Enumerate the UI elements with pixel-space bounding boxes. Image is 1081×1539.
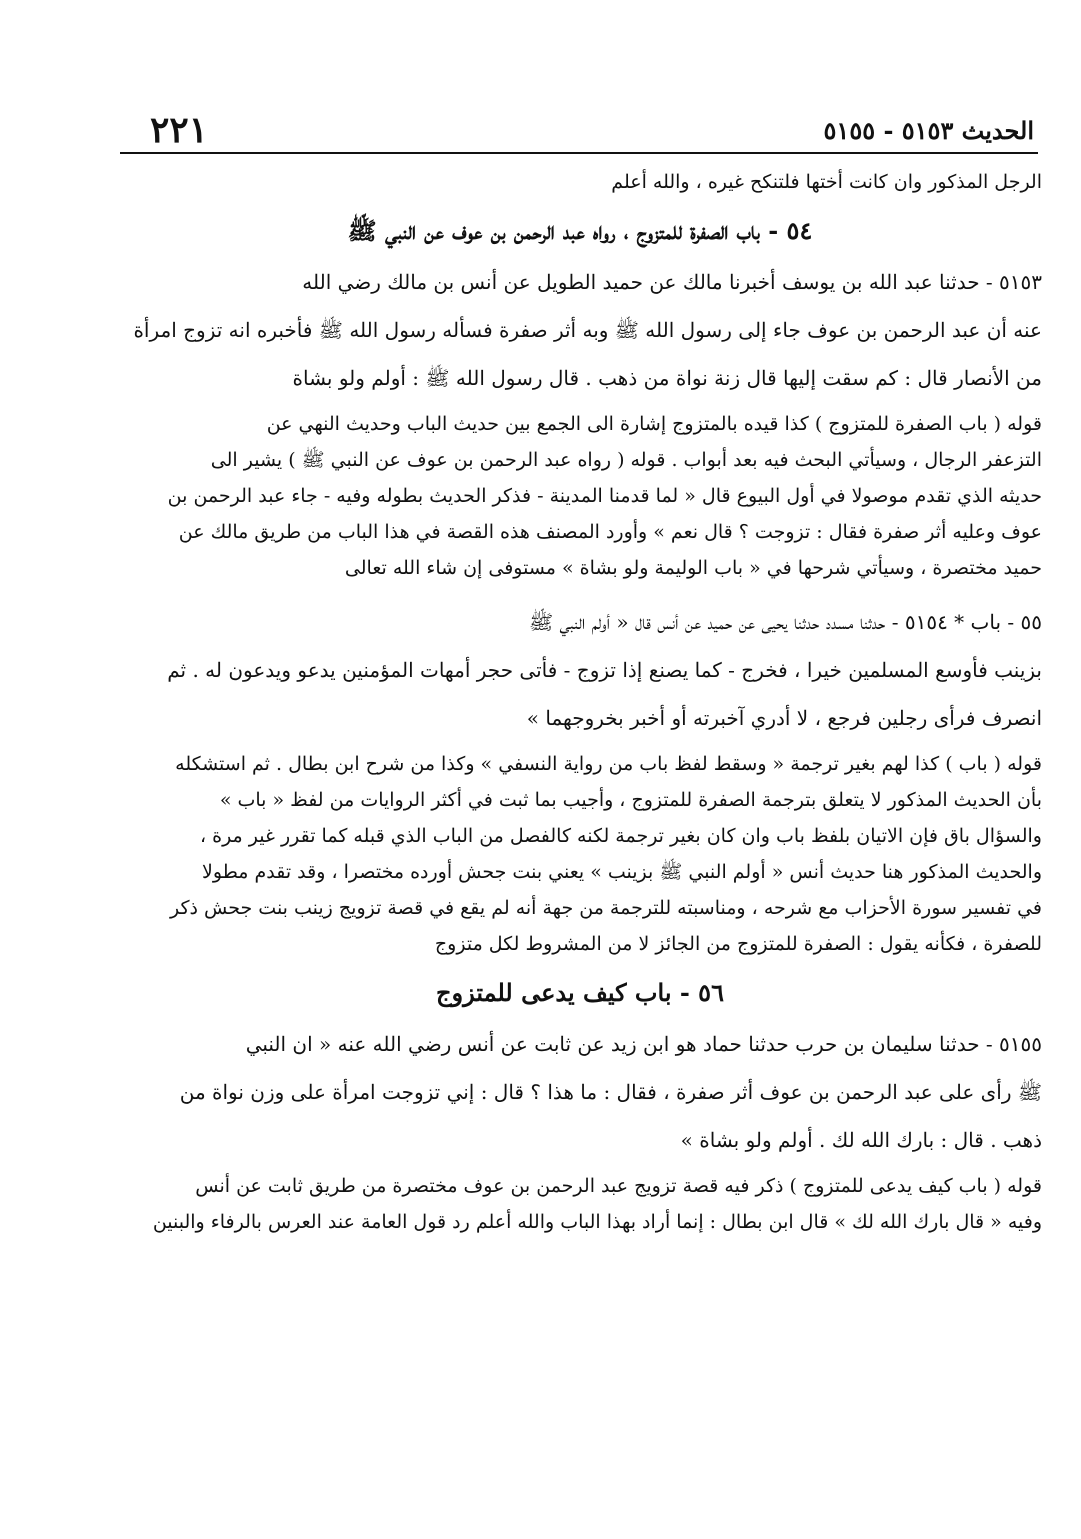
hadith-line: ﷺ رأى على عبد الرحمن بن عوف أثر صفرة ، فقال : ما هذا ؟ قال : إني تزوجت امرأة على وزن نواة من bbox=[179, 1080, 1042, 1104]
commentary-line: قوله ( باب ) كذا لهم بغير ترجمة « وسقط لفظ باب من رواية النسفي » وكذا من شرح ابن بطال . ثم استشكله bbox=[175, 753, 1042, 775]
chapter-heading: ٥٤ - باب الصفرة للمتزوج ، رواه عبد الرحمن بن عوف عن النبي ﷺ bbox=[347, 216, 813, 245]
commentary-line: للصفرة ، فكأنه يقول : الصفرة للمتزوج من الجائز لا من المشروط لكل متزوج bbox=[434, 933, 1042, 955]
hadith-line: عنه أن عبد الرحمن بن عوف جاء إلى رسول الله ﷺ وبه أثر صفرة فسأله رسول الله ﷺ فأخبره انه تزوج امرأة bbox=[133, 318, 1042, 342]
commentary-line: في تفسير سورة الأحزاب مع شرحه ، ومناسبته للترجمة من جهة أنه لم يقع في قصة تزويج زينب بنت جحش ذكر bbox=[169, 897, 1042, 919]
hadith-line: ذهب . قال : بارك الله لك . أولم ولو بشاة » bbox=[680, 1128, 1042, 1152]
page-header bbox=[120, 104, 1038, 154]
running-head: الحديث ٥١٥٣ - ٥١٥٥ bbox=[823, 116, 1034, 145]
commentary-line: بأن الحديث المذكور لا يتعلق بترجمة الصفرة للمتزوج ، وأجيب بما ثبت في أكثر الروايات من لفظ « باب » bbox=[219, 789, 1042, 811]
hadith-line: ٥١٥٥ - حدثنا سليمان بن حرب حدثنا حماد هو ابن زيد عن ثابت عن أنس رضي الله عنه « ان النبي bbox=[245, 1032, 1042, 1056]
chapter-heading: ٥٦ - باب كيف يدعى للمتزوج bbox=[436, 978, 724, 1007]
hadith-line: بزينب فأوسع المسلمين خيرا ، فخرج - كما يصنع إذا تزوج - فأتى حجر أمهات المؤمنين يدعو ويدعون له . ثم bbox=[167, 658, 1042, 682]
commentary-line: عوف وعليه أثر صفرة فقال : تزوجت ؟ قال نعم » وأورد المصنف هذه القصة في هذا الباب من طريق مالك عن bbox=[178, 521, 1042, 543]
hadith-line: من الأنصار قال : كم سقت إليها قال زنة نواة من ذهب . قال رسول الله ﷺ : أولم ولو بشاة bbox=[292, 366, 1042, 390]
commentary-line: حديثه الذي تقدم موصولا في أول البيوع قال « لما قدمنا المدينة - فذكر الحديث بطوله وفيه - جاء عبد الرحمن بن bbox=[167, 485, 1042, 507]
header-rule bbox=[120, 152, 1038, 154]
hadith-line: انصرف فرأى رجلين فرجع ، لا أدري آخبرته أو أخبر بخروجهما » bbox=[526, 706, 1042, 730]
page-number: ٢٢١ bbox=[150, 109, 209, 151]
commentary-line: حميد مختصرة ، وسيأتي شرحها في « باب الوليمة ولو بشاة » مستوفى إن شاء الله تعالى bbox=[344, 557, 1042, 579]
commentary-line: قوله ( باب الصفرة للمتزوج ) كذا قيده بالمتزوج إشارة الى الجمع بين حديث الباب وحديث النهي عن bbox=[266, 413, 1042, 435]
text-line: الرجل المذكور وان كانت أختها فلتنكح غيره ، والله أعلم bbox=[611, 171, 1042, 193]
commentary-line: وفيه « قال بارك الله لك » قال ابن بطال : إنما أراد بهذا الباب والله أعلم رد قول العامة عند العرس بالرفاء والبنين bbox=[152, 1211, 1042, 1233]
commentary-line: والحديث المذكور هنا حديث أنس « أولم النبي ﷺ بزينب » يعني بنت جحش أورده مختصرا ، وقد تقدم مطولا bbox=[202, 861, 1042, 883]
page-body bbox=[118, 164, 1042, 1240]
commentary-line: قوله ( باب كيف يدعى للمتزوج ) ذكر فيه قصة تزويج عبد الرحمن بن عوف مختصرة من طريق ثابت عن أنس bbox=[195, 1175, 1042, 1197]
hadith-line: ٥١٥٣ - حدثنا عبد الله بن يوسف أخبرنا مالك عن حميد الطويل عن أنس بن مالك رضي الله bbox=[302, 270, 1042, 294]
commentary-line: التزعفر الرجال ، وسيأتي البحث فيه بعد أبواب . قوله ( رواه عبد الرحمن بن عوف عن النبي ﷺ ) يشير الى bbox=[210, 449, 1042, 471]
hadith-line: ٥٥ - باب * ٥١٥٤ - حدثنا مسدد حدثنا يحيى عن حميد عن أنس قال « أولم النبي ﷺ bbox=[528, 610, 1042, 634]
commentary-line: والسؤال باق فإن الاتيان بلفظ باب وان كان بغير ترجمة لكنه كالفصل من الباب الذي قبله كما تقرر غير مرة ، bbox=[199, 825, 1042, 847]
